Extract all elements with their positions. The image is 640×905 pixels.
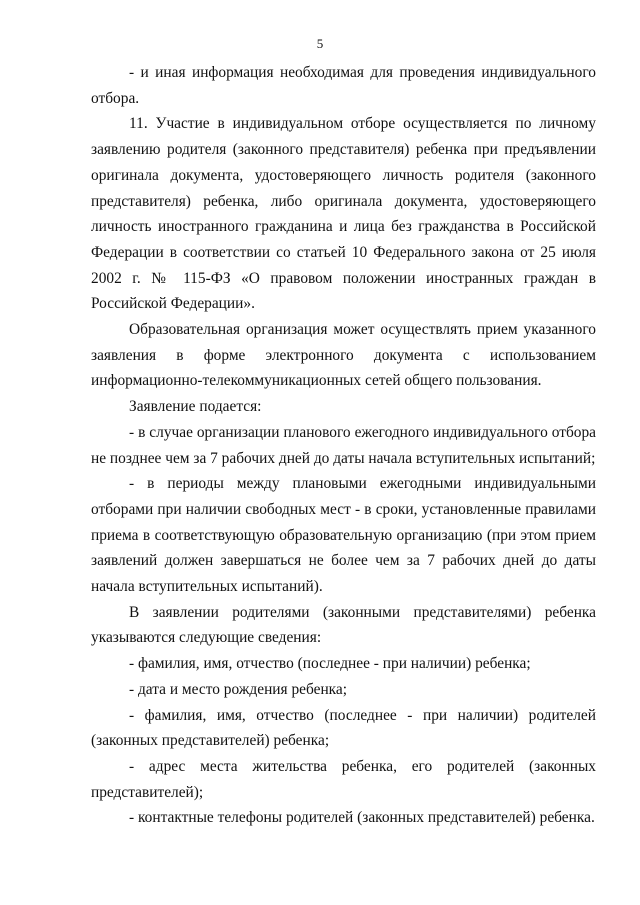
list-item-between-selections: - в периоды между плановыми ежегодными индивидуальными отборами при наличии свободных мест - в сроки, установленные правилами приема в соответствующую образовательную организацию (при этом прием заявлений должен завершаться не более чем за 7 рабочих дней до даты начала вступительных испытаний). (91, 475, 596, 596)
list-item-residence-address: - адрес места жительства ребенка, его родителей (законных представителей); (91, 757, 596, 801)
page-number: 5 (316, 36, 324, 51)
paragraph-other-information: - и иная информация необходимая для проведения индивидуального отбора. (91, 64, 596, 107)
list-item-birth-date-place: - дата и место рождения ребенка; (129, 680, 348, 698)
list-item-contact-phones: - контактные телефоны родителей (законных представителей) ребенка. (129, 809, 595, 827)
document-body (91, 60, 596, 831)
list-item-parent-names: - фамилия, имя, отчество (последнее - при наличии) родителей (законных представителей) ребенка; (91, 706, 596, 750)
list-item-child-name: - фамилия, имя, отчество (последнее - при наличии) ребенка; (129, 655, 531, 673)
list-item-planned-selection: - в случае организации планового ежегодного индивидуального отбора не позднее чем за 7 рабочих дней до даты начала вступительных испытаний; (91, 423, 596, 467)
paragraph-application-submitted: Заявление подается: (129, 398, 262, 416)
paragraph-clause-11: 11. Участие в индивидуальном отборе осуществляется по личному заявлению родителя (законного представителя) ребенка при предъявлении оригинала документа, удостоверяющего личность родителя (законного представителя) ребенка, либо оригинала документа, удостоверяющего личность иностранного гражданина и лица без гражданства в Российской Федерации в соответствии со статьей 10 Федерального закона от 25 июля 2002 г. № 115-ФЗ «О правовом положении иностранных граждан в Российской Федерации». (91, 115, 596, 313)
paragraph-application-contents: В заявлении родителями (законными представителями) ребенка указываются следующие сведения: (91, 603, 596, 647)
paragraph-electronic-application: Образовательная организация может осуществлять прием указанного заявления в форме электронного документа с использованием информационно-телекоммуникационных сетей общего пользования. (91, 321, 596, 390)
